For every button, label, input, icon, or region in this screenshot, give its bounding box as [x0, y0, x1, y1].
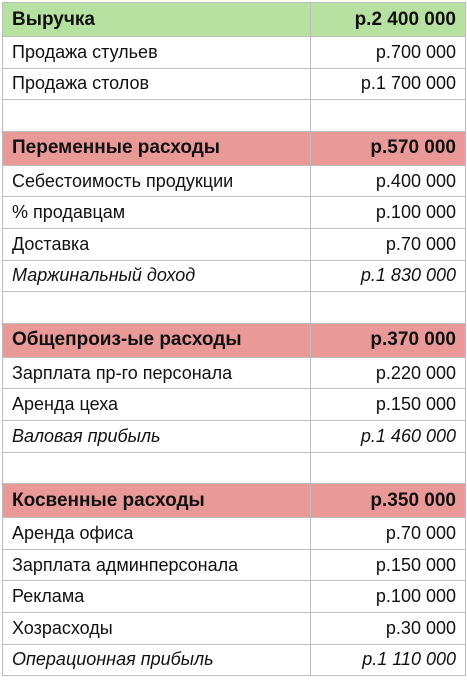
row-label[interactable]: Зарплата админперсонала: [3, 549, 311, 581]
row-value[interactable]: р.1 110 000: [311, 644, 466, 676]
row-label[interactable]: Маржинальный доход: [3, 260, 311, 292]
spacer-row: [3, 452, 466, 484]
row-label[interactable]: Себестоимость продукции: [3, 165, 311, 197]
section-header-row: [3, 323, 466, 357]
row-value[interactable]: р.570 000: [311, 131, 466, 165]
row-value[interactable]: р.1 700 000: [311, 68, 466, 100]
row-value[interactable]: р.1 460 000: [311, 420, 466, 452]
row-value[interactable]: р.150 000: [311, 549, 466, 581]
spacer-row: [3, 100, 466, 132]
table-row: [3, 389, 466, 421]
row-value[interactable]: р.30 000: [311, 612, 466, 644]
row-label[interactable]: Аренда офиса: [3, 518, 311, 550]
row-label[interactable]: Продажа стульев: [3, 37, 311, 69]
table-row: [3, 581, 466, 613]
row-value[interactable]: р.700 000: [311, 37, 466, 69]
table-row: [3, 68, 466, 100]
row-value[interactable]: р.70 000: [311, 518, 466, 550]
table-row: [3, 357, 466, 389]
row-label[interactable]: Аренда цеха: [3, 389, 311, 421]
row-value[interactable]: [311, 292, 466, 324]
subtotal-row: [3, 260, 466, 292]
subtotal-row: [3, 420, 466, 452]
row-value[interactable]: р.370 000: [311, 323, 466, 357]
row-label[interactable]: Общепроиз-ые расходы: [3, 323, 311, 357]
row-value[interactable]: р.220 000: [311, 357, 466, 389]
row-value[interactable]: р.150 000: [311, 389, 466, 421]
row-label[interactable]: [3, 100, 311, 132]
row-label[interactable]: Косвенные расходы: [3, 484, 311, 518]
row-label[interactable]: Доставка: [3, 228, 311, 260]
section-header-row: [3, 484, 466, 518]
row-value[interactable]: р.400 000: [311, 165, 466, 197]
table-row: [3, 228, 466, 260]
row-label[interactable]: Выручка: [3, 3, 311, 37]
row-value[interactable]: [311, 452, 466, 484]
spacer-row: [3, 292, 466, 324]
row-value[interactable]: р.70 000: [311, 228, 466, 260]
pnl-table: [2, 2, 466, 676]
row-value[interactable]: р.1 830 000: [311, 260, 466, 292]
table-row: [3, 549, 466, 581]
row-value[interactable]: р.350 000: [311, 484, 466, 518]
table-row: [3, 197, 466, 229]
row-value[interactable]: [311, 100, 466, 132]
row-label[interactable]: Переменные расходы: [3, 131, 311, 165]
row-value[interactable]: р.100 000: [311, 581, 466, 613]
table-row: [3, 612, 466, 644]
row-label[interactable]: [3, 452, 311, 484]
row-value[interactable]: р.100 000: [311, 197, 466, 229]
row-label[interactable]: Продажа столов: [3, 68, 311, 100]
subtotal-row: [3, 644, 466, 676]
row-value[interactable]: р.2 400 000: [311, 3, 466, 37]
row-label[interactable]: Реклама: [3, 581, 311, 613]
row-label[interactable]: % продавцам: [3, 197, 311, 229]
table-row: [3, 37, 466, 69]
table-row: [3, 518, 466, 550]
row-label[interactable]: Зарплата пр-го персонала: [3, 357, 311, 389]
row-label[interactable]: Хозрасходы: [3, 612, 311, 644]
pnl-table-body: [3, 3, 466, 676]
section-header-row: [3, 131, 466, 165]
row-label[interactable]: Валовая прибыль: [3, 420, 311, 452]
table-row: [3, 165, 466, 197]
section-header-row: [3, 3, 466, 37]
row-label[interactable]: Операционная прибыль: [3, 644, 311, 676]
row-label[interactable]: [3, 292, 311, 324]
